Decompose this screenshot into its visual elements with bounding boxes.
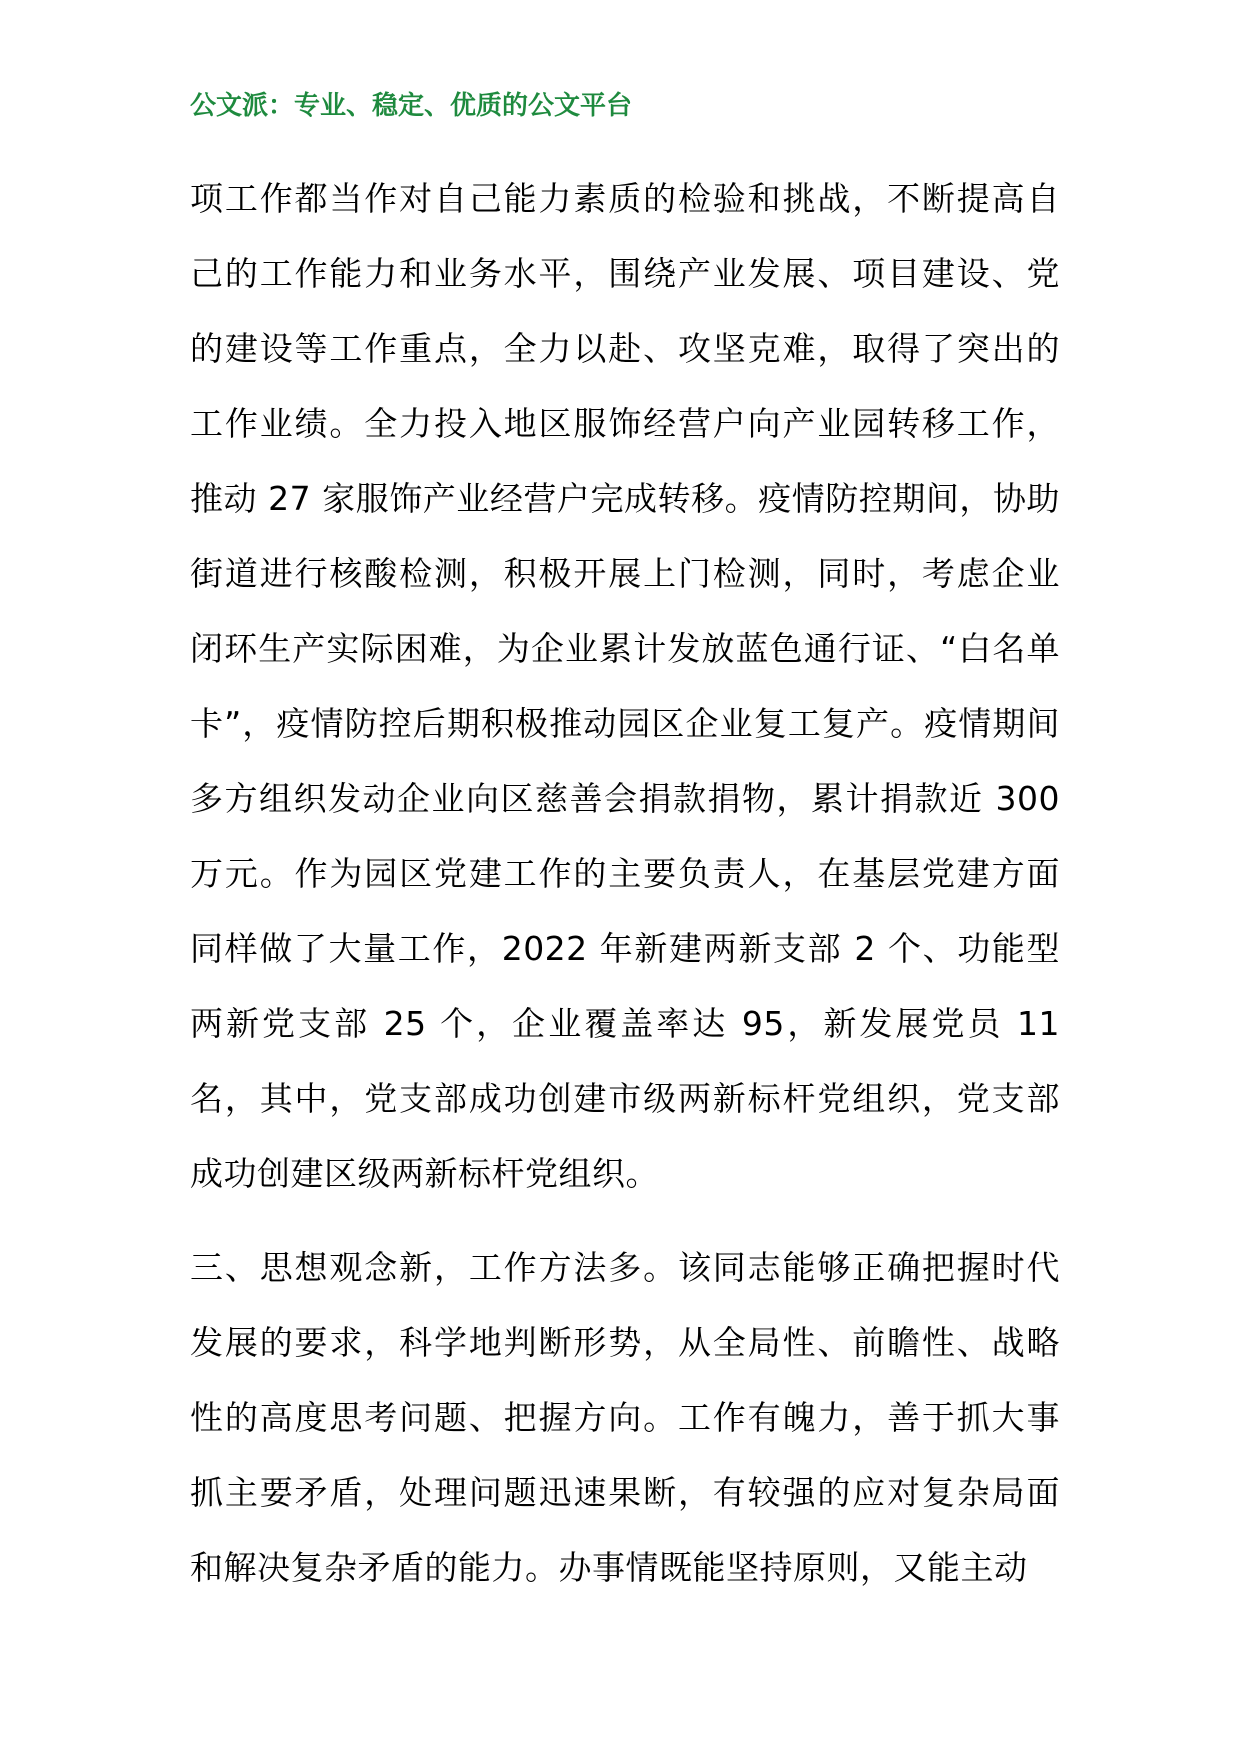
body-paragraph-1: 项工作都当作对自己能力素质的检验和挑战，不断提高自己的工作能力和业务水平，围绕产业发展、项目建设、党的建设等工作重点，全力以赴、攻坚克难，取得了突出的工作业绩。全力投入地区服饰经营户向产业园转移工作，推动 27 家服饰产业经营户完成转移。疫情防控期间，协助街道进行核酸检测，积极开展上门检测，同时，考虑企业闭环生产实际困难，为企业累计发放蓝色通行证、“白名单卡”，疫情防控后期积极推动园区企业复工复产。疫情期间多方组织发动企业向区慈善会捐款捐物，累计捐款近 300 万元。作为园区党建工作的主要负责人，在基层党建方面同样做了大量工作，2022 年新建两新支部 2 个、功能型两新党支部 25 个，企业覆盖率达 95，新发展党员 11 名，其中，党支部成功创建市级两新标杆党组织，党支部成功创建区级两新标杆党组织。	[190, 179, 1060, 1193]
page-header: 公文派：专业、稳定、优质的公文平台	[190, 91, 633, 121]
body-paragraph-2: 三、思想观念新，工作方法多。该同志能够正确把握时代发展的要求，科学地判断形势，从全局性、前瞻性、战略性的高度思考问题、把握方向。工作有魄力，善于抓大事 抓主要矛盾，处理问题迅速果断，有较强的应对复杂局面和解决复杂矛盾的能力。办事情既能坚持原则，又能主动	[190, 1248, 1060, 1587]
